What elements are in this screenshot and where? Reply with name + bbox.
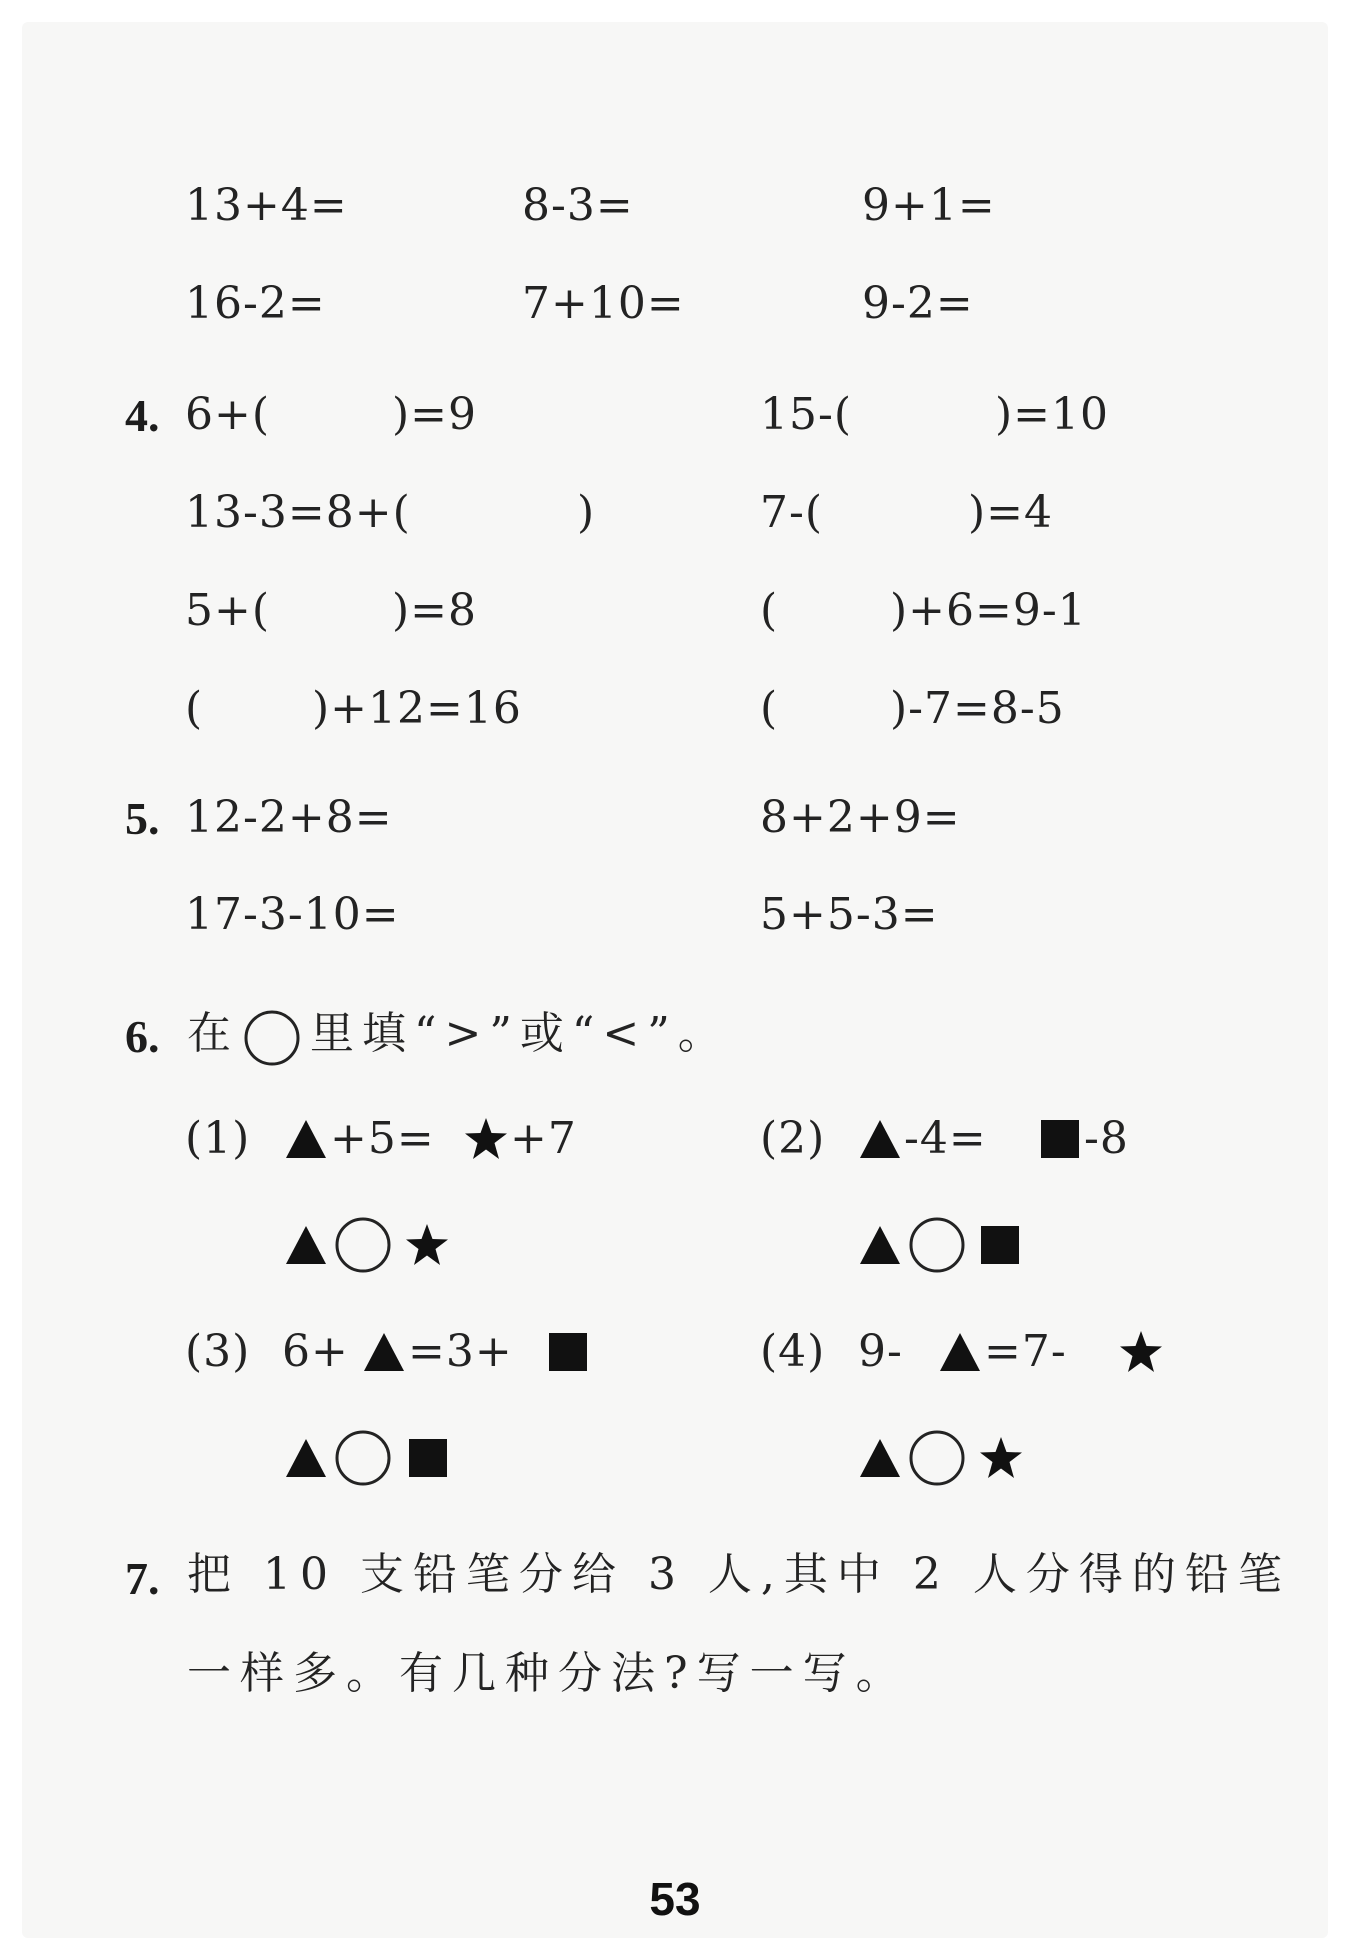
question-number-7: 7. (125, 1553, 160, 1604)
triangle-icon (938, 1331, 982, 1373)
star-icon (978, 1436, 1024, 1480)
equation-7-plus-10: 7+10= (522, 278, 685, 329)
q5-r2-right: 5+5-3= (760, 889, 939, 940)
square-icon (980, 1225, 1020, 1265)
star-icon (1118, 1330, 1164, 1374)
compare-circle-icon (334, 1429, 392, 1487)
q6-p4-start: 9- (858, 1326, 903, 1377)
q4-r2-right-b: )=4 (968, 487, 1054, 538)
star-icon (463, 1117, 509, 1161)
q6-p1-end: +7 (510, 1113, 577, 1164)
q6-p4-mid: =7- (984, 1326, 1067, 1377)
q6-p1-label: (1) (185, 1113, 251, 1164)
question-number-5: 5. (125, 793, 160, 844)
q4-r4-right-a: ( (760, 683, 779, 734)
question-number-6: 6. (125, 1011, 160, 1062)
square-icon (1040, 1119, 1080, 1159)
compare-circle-icon (908, 1216, 966, 1274)
square-icon (548, 1332, 588, 1372)
compare-circle-icon (334, 1216, 392, 1274)
q4-r1-left-b: )=9 (392, 389, 478, 440)
compare-circle-icon (908, 1429, 966, 1487)
q6-p4-label: (4) (760, 1326, 826, 1377)
triangle-icon (858, 1437, 902, 1479)
q6-p3-start: 6+ (282, 1326, 349, 1377)
triangle-icon (284, 1118, 328, 1160)
q4-r4-left-a: ( (185, 683, 204, 734)
q6-p2-label: (2) (760, 1113, 826, 1164)
q4-r2-right-a: 7-( (760, 487, 824, 538)
page-number: 53 (649, 1873, 701, 1925)
equation-8-minus-3: 8-3= (522, 180, 634, 231)
q4-r3-left-a: 5+( (185, 585, 271, 636)
q4-r3-left-b: )=8 (392, 585, 478, 636)
q5-r2-left: 17-3-10= (185, 889, 400, 940)
q6-p2-end: -8 (1084, 1113, 1129, 1164)
q4-r4-right-b: )-7=8-5 (890, 683, 1065, 734)
q4-r3-right-b: )+6=9-1 (890, 585, 1087, 636)
q6-p3-mid: =3+ (408, 1326, 513, 1377)
equation-13-plus-4: 13+4= (185, 180, 348, 231)
equation-9-minus-2: 9-2= (862, 278, 974, 329)
triangle-icon (284, 1437, 328, 1479)
q4-r2-left-b: ) (577, 487, 596, 538)
q6-p3-label: (3) (185, 1326, 251, 1377)
q6-instruction-start: 在 (187, 1008, 239, 1059)
triangle-icon (858, 1118, 902, 1160)
q6-p1-mid: +5= (330, 1113, 435, 1164)
q4-r1-right-b: )=10 (995, 389, 1110, 440)
equation-9-plus-1: 9+1= (862, 180, 996, 231)
q4-r2-left-a: 13-3=8+( (185, 487, 411, 538)
q5-r1-left: 12-2+8= (185, 792, 393, 843)
q4-r1-left-a: 6+( (185, 389, 271, 440)
q7-line-1: 把 10 支铅笔分给 3 人,其中 2 人分得的铅笔 (187, 1549, 1291, 1600)
q4-r3-right-a: ( (760, 585, 779, 636)
q4-r1-right-a: 15-( (760, 389, 853, 440)
q6-p2-mid: -4= (904, 1113, 987, 1164)
square-icon (408, 1438, 448, 1478)
q4-r4-left-b: )+12=16 (312, 683, 522, 734)
triangle-icon (362, 1331, 406, 1373)
equation-16-minus-2: 16-2= (185, 278, 326, 329)
triangle-icon (858, 1224, 902, 1266)
q6-instruction-end: 里填“>”或“<”。 (310, 1008, 730, 1059)
question-number-4: 4. (125, 390, 160, 441)
star-icon (404, 1223, 450, 1267)
triangle-icon (284, 1224, 328, 1266)
q5-r1-right: 8+2+9= (760, 792, 961, 843)
circle-icon (243, 1009, 301, 1067)
q7-line-2: 一样多。有几种分法?写一写。 (187, 1648, 909, 1699)
